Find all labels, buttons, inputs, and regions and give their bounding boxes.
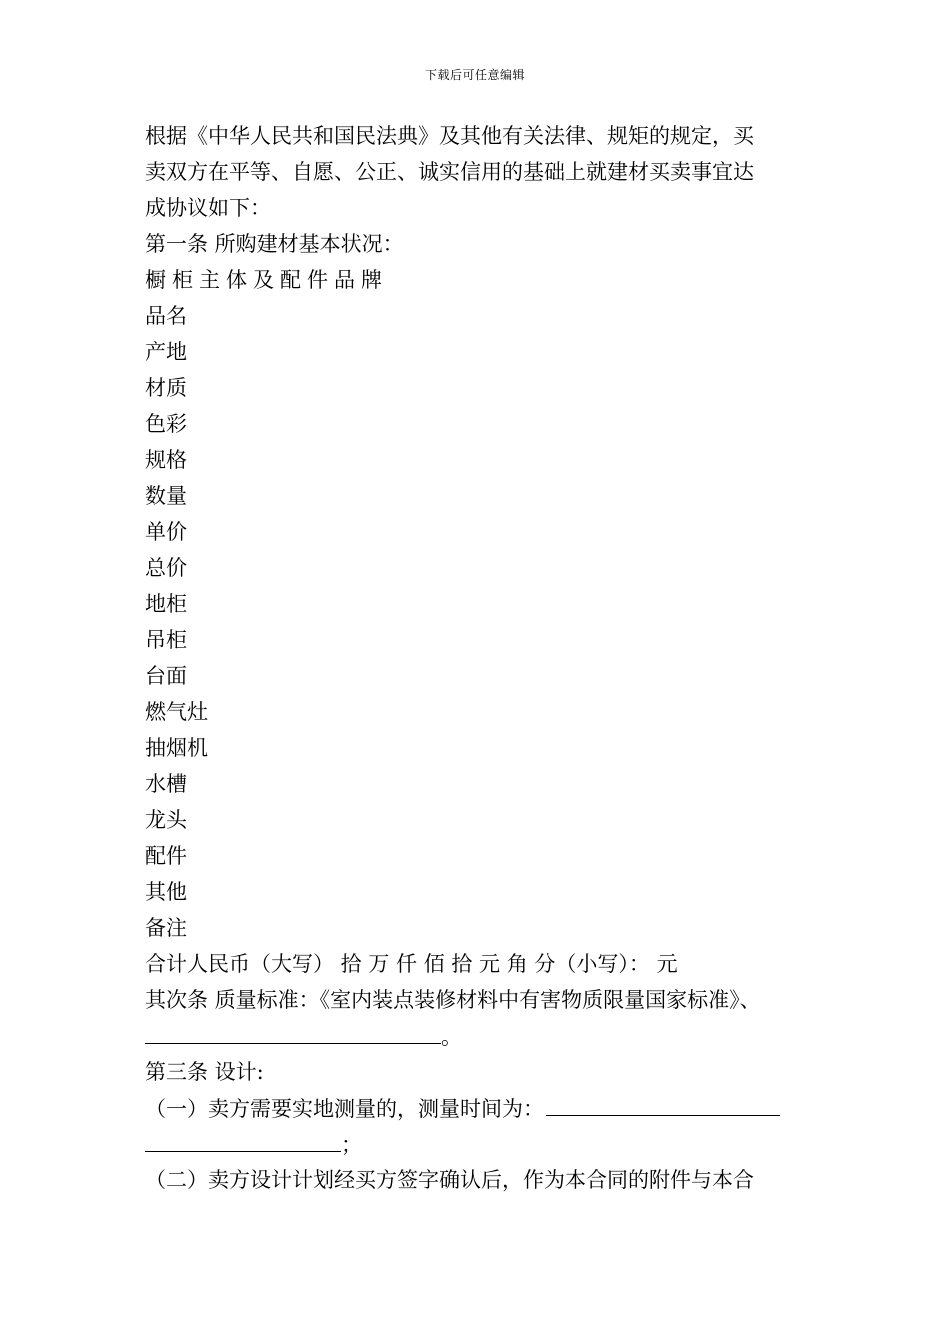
- fill-blank[interactable]: [145, 1018, 441, 1044]
- item-label: 数量: [145, 484, 187, 508]
- fill-blank[interactable]: [145, 1126, 341, 1152]
- article-1-title: 第一条 所购建材基本状况：: [145, 232, 404, 256]
- clause-1-end: ；: [341, 1133, 362, 1157]
- article-1-header-row: 橱柜主体及配件品牌: [145, 268, 388, 292]
- item-label: 燃气灶: [145, 700, 208, 724]
- article-3-clause-2: （二）卖方设计计划经买方签字确认后，作为本合同的附件与本合: [145, 1168, 754, 1192]
- clause-1-text: （一）卖方需要实地测量的，测量时间为：: [145, 1097, 544, 1121]
- article-2-blank-line: [145, 1018, 825, 1054]
- item-label: 备注: [145, 916, 187, 940]
- total-line: 合计人民币（大写） 拾 万 仟 佰 拾 元 角 分（小写）： 元: [145, 952, 678, 976]
- intro-line-3: 成协议如下：: [145, 196, 271, 220]
- item-label: 龙头: [145, 808, 187, 832]
- page-header: 下载后可任意编辑: [424, 68, 525, 82]
- item-label: 其他: [145, 880, 187, 904]
- item-label: 规格: [145, 448, 187, 472]
- item-label: 配件: [145, 844, 187, 868]
- article-3-clause-1: [145, 1090, 825, 1126]
- item-label: 材质: [145, 376, 187, 400]
- item-label: 品名: [145, 304, 187, 328]
- contract-body: [145, 118, 825, 1198]
- intro-line-2: 卖双方在平等、自愿、公正、诚实信用的基础上就建材买卖事宜达: [145, 160, 754, 184]
- item-label: 抽烟机: [145, 736, 208, 760]
- item-label: 产地: [145, 340, 187, 364]
- article-2-text: 其次条 质量标准：《室内装点装修材料中有害物质限量国家标准》、: [145, 988, 761, 1012]
- item-label: 单价: [145, 520, 187, 544]
- article-3-clause-1-cont: [145, 1126, 825, 1162]
- item-label: 地柜: [145, 592, 187, 616]
- item-label: 吊柜: [145, 628, 187, 652]
- item-label: 水槽: [145, 772, 187, 796]
- item-label: 台面: [145, 664, 187, 688]
- article-3-title: 第三条 设计:: [145, 1060, 264, 1084]
- fill-blank[interactable]: [546, 1090, 780, 1116]
- item-label: 色彩: [145, 412, 187, 436]
- intro-line-1: 根据《中华人民共和国民法典》及其他有关法律、规矩的规定，买: [145, 124, 754, 148]
- item-label: 总价: [145, 556, 187, 580]
- article-2-end: 。: [441, 1025, 462, 1049]
